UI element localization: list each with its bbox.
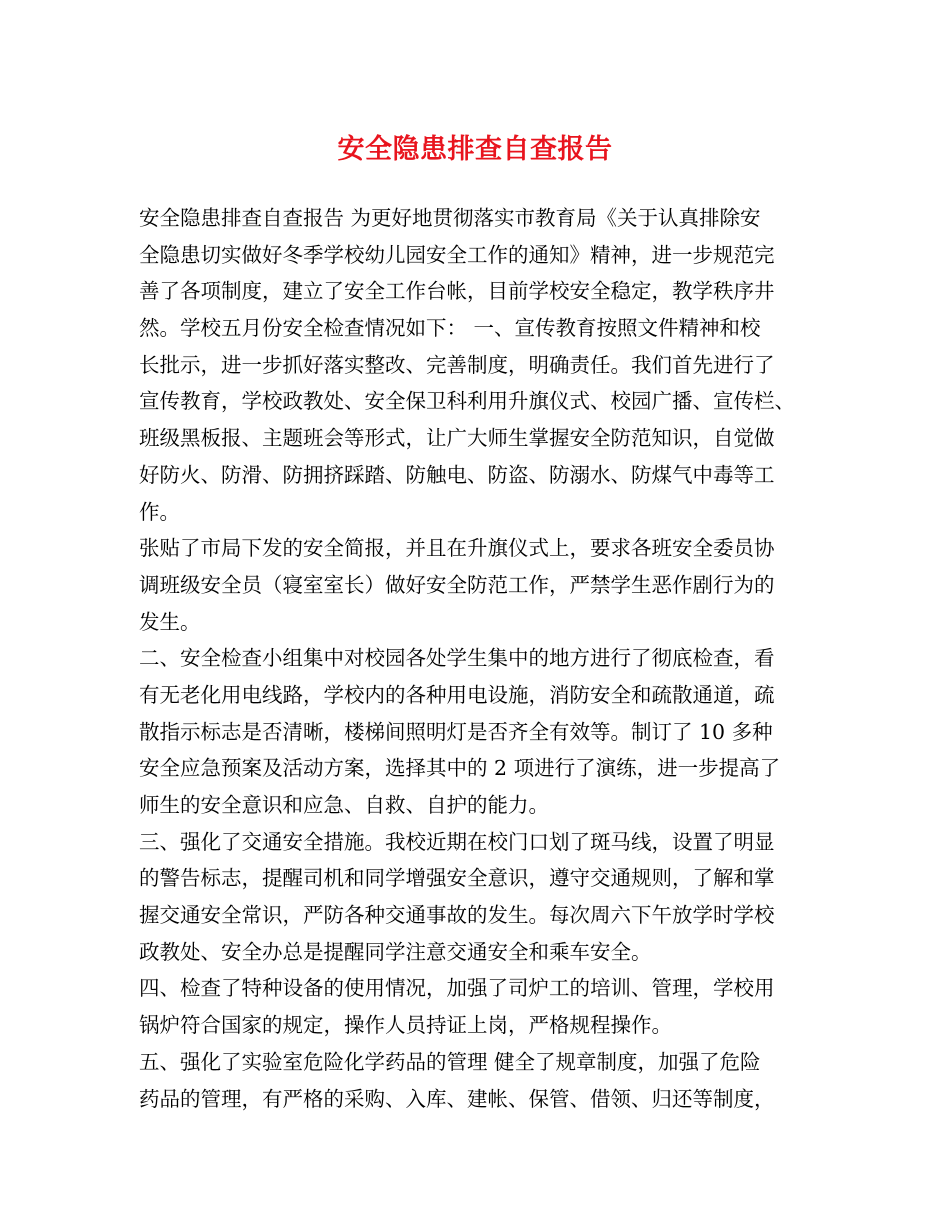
body-line: 发生。 bbox=[139, 609, 201, 634]
body-line: 然。学校五月份安全检查情况如下： 一、宣传教育按照文件精神和校 bbox=[139, 316, 761, 341]
body-line: 三、强化了交通安全措施。我校近期在校门口划了斑马线，设置了明显 bbox=[139, 829, 775, 854]
document-body bbox=[139, 200, 829, 1117]
document-title: 安全隐患排查自查报告 bbox=[337, 134, 613, 165]
body-line: 散指示标志是否清晰，楼梯间照明灯是否齐全有效等。制订了 10 多种 bbox=[139, 719, 773, 744]
body-line: 长批示，进一步抓好落实整改、完善制度，明确责任。我们首先进行了 bbox=[139, 352, 775, 377]
body-line: 作。 bbox=[139, 499, 180, 524]
body-line: 二、安全检查小组集中对校园各处学生集中的地方进行了彻底检查，看 bbox=[139, 646, 775, 671]
body-line: 班级黑板报、主题班会等形式，让广大师生掌握安全防范知识，自觉做 bbox=[139, 426, 775, 451]
body-line: 锅炉符合国家的规定，操作人员持证上岗，严格规程操作。 bbox=[139, 1013, 672, 1038]
body-line: 师生的安全意识和应急、自救、自护的能力。 bbox=[139, 793, 549, 817]
body-line: 有无老化用电线路，学校内的各种用电设施，消防安全和疏散通道，疏 bbox=[139, 682, 775, 707]
body-line: 的警告标志，提醒司机和同学增强安全意识，遵守交通规则，了解和掌 bbox=[139, 866, 775, 891]
body-line: 握交通安全常识，严防各种交通事故的发生。每次周六下午放学时学校 bbox=[139, 903, 775, 928]
body-line: 张贴了市局下发的安全简报，并且在升旗仪式上，要求各班安全委员协 bbox=[139, 536, 775, 561]
body-line: 善了各项制度，建立了安全工作台帐，目前学校安全稳定，教学秩序井 bbox=[139, 279, 775, 304]
body-line: 药品的管理，有严格的采购、入库、建帐、保管、借领、归还等制度， bbox=[139, 1086, 775, 1111]
body-line: 安全应急预案及活动方案，选择其中的 2 项进行了演练，进一步提高了 bbox=[139, 756, 781, 781]
body-line: 安全隐患排查自查报告 为更好地贯彻落实市教育局《关于认真排除安 bbox=[139, 206, 761, 230]
body-line: 好防火、防滑、防拥挤踩踏、防触电、防盗、防溺水、防煤气中毒等工 bbox=[139, 462, 775, 487]
body-line: 五、强化了实验室危险化学药品的管理 健全了规章制度，加强了危险 bbox=[139, 1049, 761, 1074]
body-line: 宣传教育，学校政教处、安全保卫科利用升旗仪式、校园广播、宣传栏、 bbox=[139, 389, 795, 414]
body-line: 四、检查了特种设备的使用情况，加强了司炉工的培训、管理，学校用 bbox=[139, 976, 775, 1001]
body-line: 全隐患切实做好冬季学校幼儿园安全工作的通知》精神，进一步规范完 bbox=[139, 242, 775, 267]
body-line: 政教处、安全办总是提醒同学注意交通安全和乘车安全。 bbox=[139, 939, 652, 964]
body-line: 调班级安全员（寝室室长）做好安全防范工作，严禁学生恶作剧行为的 bbox=[139, 572, 775, 597]
